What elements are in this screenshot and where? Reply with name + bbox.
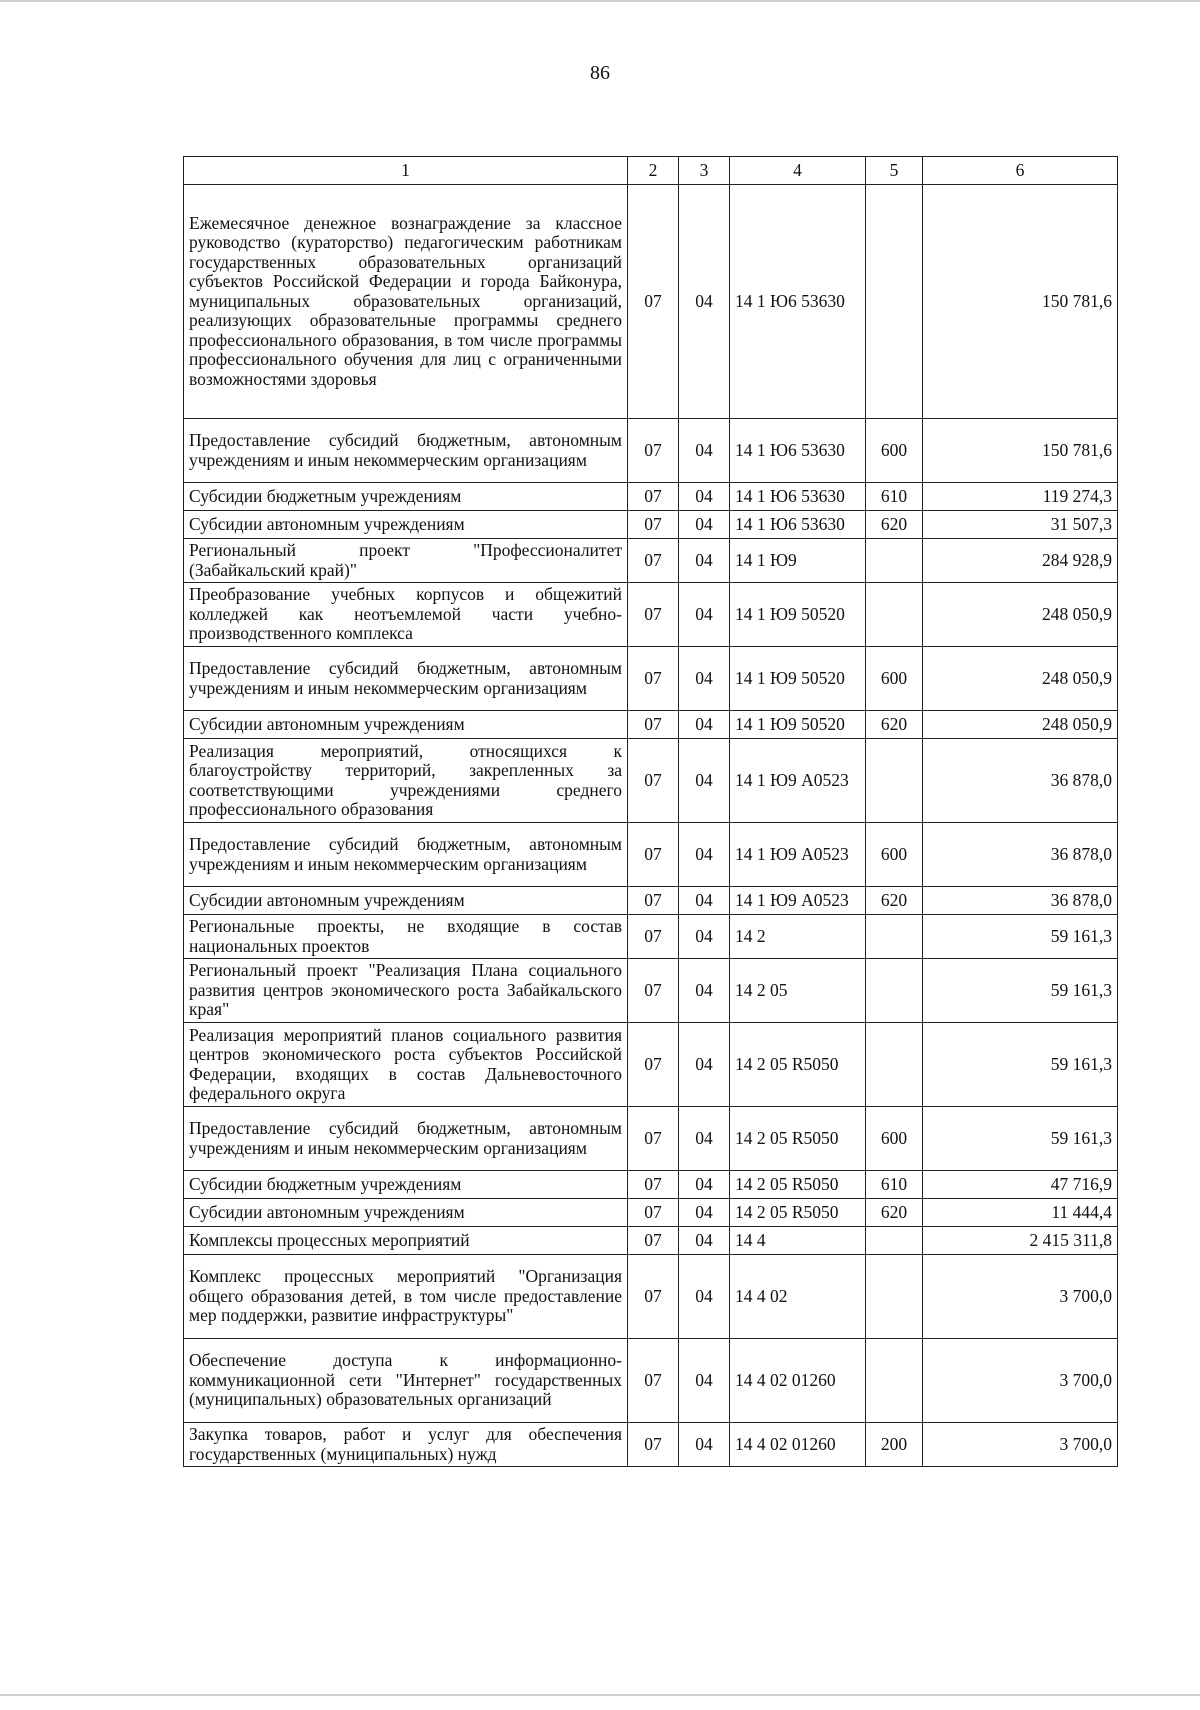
row-expense-type [866, 915, 923, 959]
row-subsection: 04 [679, 1339, 730, 1423]
table-row [184, 1171, 1118, 1199]
row-amount: 119 274,3 [923, 483, 1118, 511]
table-row [184, 539, 1118, 583]
row-name: Предоставление субсидий бюджетным, автономным учреждениям и иным некоммерческим организациям [184, 823, 628, 887]
row-expense-type: 620 [866, 1199, 923, 1227]
row-subsection: 04 [679, 539, 730, 583]
header-col-5: 5 [866, 157, 923, 185]
row-subsection: 04 [679, 1227, 730, 1255]
row-name: Субсидии бюджетным учреждениям [184, 1171, 628, 1199]
row-expense-type [866, 583, 923, 647]
row-section: 07 [628, 711, 679, 739]
row-name: Преобразование учебных корпусов и общежитий колледжей как неотъемлемой части учебно-производственного комплекса [184, 583, 628, 647]
row-amount: 248 050,9 [923, 711, 1118, 739]
row-subsection: 04 [679, 1255, 730, 1339]
row-expense-type: 620 [866, 887, 923, 915]
row-amount: 47 716,9 [923, 1171, 1118, 1199]
row-name: Региональный проект "Реализация Плана социального развития центров экономического роста Забайкальского края" [184, 959, 628, 1023]
row-name: Комплекс процессных мероприятий "Организация общего образования детей, в том числе предоставление мер поддержки, развитие инфраструктуры" [184, 1255, 628, 1339]
budget-table [183, 156, 1118, 1467]
row-name: Ежемесячное денежное вознаграждение за классное руководство (кураторство) педагогическим работникам государственных образовательных организаций субъектов Российской Федерации и города Байконура, муниципальных образовательных организаций, реализующих образовательные программы среднего профессионального образования, в том числе программы профессионального обучения для лиц с ограниченными возможностями здоровья [184, 185, 628, 419]
row-name: Предоставление субсидий бюджетным, автономным учреждениям и иным некоммерческим организациям [184, 647, 628, 711]
row-name: Комплексы процессных мероприятий [184, 1227, 628, 1255]
row-amount: 36 878,0 [923, 823, 1118, 887]
row-target-code: 14 4 02 01260 [730, 1339, 866, 1423]
row-amount: 11 444,4 [923, 1199, 1118, 1227]
row-expense-type: 620 [866, 711, 923, 739]
row-target-code: 14 1 Ю6 53630 [730, 185, 866, 419]
row-subsection: 04 [679, 915, 730, 959]
row-subsection: 04 [679, 1199, 730, 1227]
header-col-6: 6 [923, 157, 1118, 185]
table-row [184, 739, 1118, 823]
row-name: Субсидии автономным учреждениям [184, 711, 628, 739]
row-section: 07 [628, 1199, 679, 1227]
row-subsection: 04 [679, 419, 730, 483]
row-target-code: 14 2 [730, 915, 866, 959]
row-target-code: 14 2 05 R5050 [730, 1171, 866, 1199]
row-section: 07 [628, 823, 679, 887]
row-expense-type: 600 [866, 823, 923, 887]
table-row [184, 583, 1118, 647]
table-row [184, 1227, 1118, 1255]
row-expense-type: 610 [866, 483, 923, 511]
row-expense-type [866, 1227, 923, 1255]
row-target-code: 14 1 Ю9 А0523 [730, 739, 866, 823]
row-subsection: 04 [679, 823, 730, 887]
row-section: 07 [628, 539, 679, 583]
row-subsection: 04 [679, 959, 730, 1023]
row-amount: 3 700,0 [923, 1423, 1118, 1467]
row-target-code: 14 1 Ю6 53630 [730, 419, 866, 483]
row-section: 07 [628, 1423, 679, 1467]
row-expense-type [866, 1255, 923, 1339]
row-subsection: 04 [679, 1171, 730, 1199]
row-section: 07 [628, 1255, 679, 1339]
table-body [184, 185, 1118, 1467]
row-target-code: 14 2 05 R5050 [730, 1107, 866, 1171]
row-name: Субсидии бюджетным учреждениям [184, 483, 628, 511]
row-section: 07 [628, 1339, 679, 1423]
row-amount: 150 781,6 [923, 185, 1118, 419]
table-row [184, 711, 1118, 739]
row-subsection: 04 [679, 1107, 730, 1171]
row-subsection: 04 [679, 483, 730, 511]
row-name: Закупка товаров, работ и услуг для обеспечения государственных (муниципальных) нужд [184, 1423, 628, 1467]
row-expense-type [866, 185, 923, 419]
row-amount: 3 700,0 [923, 1255, 1118, 1339]
row-amount: 59 161,3 [923, 959, 1118, 1023]
table-row [184, 511, 1118, 539]
row-section: 07 [628, 583, 679, 647]
row-name: Региональный проект "Профессионалитет (Забайкальский край)" [184, 539, 628, 583]
row-subsection: 04 [679, 711, 730, 739]
row-target-code: 14 4 02 [730, 1255, 866, 1339]
table-row [184, 419, 1118, 483]
row-amount: 36 878,0 [923, 887, 1118, 915]
row-expense-type: 600 [866, 647, 923, 711]
row-section: 07 [628, 1107, 679, 1171]
row-amount: 31 507,3 [923, 511, 1118, 539]
page-number: 86 [590, 62, 610, 84]
row-target-code: 14 2 05 [730, 959, 866, 1023]
table-row [184, 959, 1118, 1023]
row-amount: 2 415 311,8 [923, 1227, 1118, 1255]
table-row [184, 1255, 1118, 1339]
row-expense-type [866, 1339, 923, 1423]
row-target-code: 14 4 02 01260 [730, 1423, 866, 1467]
row-expense-type: 600 [866, 1107, 923, 1171]
row-section: 07 [628, 915, 679, 959]
row-expense-type: 620 [866, 511, 923, 539]
row-name: Региональные проекты, не входящие в состав национальных проектов [184, 915, 628, 959]
table-row [184, 915, 1118, 959]
scan-edge-bottom [0, 1694, 1200, 1696]
row-section: 07 [628, 959, 679, 1023]
header-col-4: 4 [730, 157, 866, 185]
row-subsection: 04 [679, 1423, 730, 1467]
row-name: Субсидии автономным учреждениям [184, 887, 628, 915]
row-expense-type: 600 [866, 419, 923, 483]
row-expense-type [866, 959, 923, 1023]
row-subsection: 04 [679, 583, 730, 647]
row-target-code: 14 1 Ю6 53630 [730, 511, 866, 539]
row-name: Субсидии автономным учреждениям [184, 511, 628, 539]
row-section: 07 [628, 1171, 679, 1199]
row-subsection: 04 [679, 739, 730, 823]
row-section: 07 [628, 647, 679, 711]
row-expense-type: 610 [866, 1171, 923, 1199]
row-subsection: 04 [679, 511, 730, 539]
table-row [184, 1199, 1118, 1227]
row-expense-type: 200 [866, 1423, 923, 1467]
table-row [184, 1023, 1118, 1107]
row-target-code: 14 1 Ю9 50520 [730, 711, 866, 739]
row-subsection: 04 [679, 1023, 730, 1107]
row-section: 07 [628, 1023, 679, 1107]
table-row [184, 1423, 1118, 1467]
row-target-code: 14 1 Ю9 50520 [730, 647, 866, 711]
row-target-code: 14 1 Ю9 [730, 539, 866, 583]
row-section: 07 [628, 739, 679, 823]
row-target-code: 14 2 05 R5050 [730, 1199, 866, 1227]
row-target-code: 14 4 [730, 1227, 866, 1255]
row-subsection: 04 [679, 185, 730, 419]
table-row [184, 185, 1118, 419]
table-row [184, 887, 1118, 915]
row-target-code: 14 1 Ю6 53630 [730, 483, 866, 511]
header-col-3: 3 [679, 157, 730, 185]
row-expense-type [866, 739, 923, 823]
row-section: 07 [628, 419, 679, 483]
table-row [184, 1339, 1118, 1423]
row-amount: 248 050,9 [923, 647, 1118, 711]
row-subsection: 04 [679, 887, 730, 915]
row-amount: 59 161,3 [923, 1023, 1118, 1107]
row-section: 07 [628, 1227, 679, 1255]
row-target-code: 14 2 05 R5050 [730, 1023, 866, 1107]
row-name: Предоставление субсидий бюджетным, автономным учреждениям и иным некоммерческим организациям [184, 419, 628, 483]
row-section: 07 [628, 483, 679, 511]
row-target-code: 14 1 Ю9 А0523 [730, 887, 866, 915]
row-target-code: 14 1 Ю9 А0523 [730, 823, 866, 887]
table-row [184, 483, 1118, 511]
scan-edge-top [0, 0, 1200, 2]
row-name: Предоставление субсидий бюджетным, автономным учреждениям и иным некоммерческим организациям [184, 1107, 628, 1171]
row-name: Обеспечение доступа к информационно-коммуникационной сети "Интернет" государственных (муниципальных) образовательных организаций [184, 1339, 628, 1423]
row-expense-type [866, 539, 923, 583]
table-row [184, 647, 1118, 711]
row-amount: 150 781,6 [923, 419, 1118, 483]
header-col-2: 2 [628, 157, 679, 185]
row-amount: 248 050,9 [923, 583, 1118, 647]
table-header-row [184, 157, 1118, 185]
table-row [184, 823, 1118, 887]
row-amount: 3 700,0 [923, 1339, 1118, 1423]
row-name: Реализация мероприятий планов социального развития центров экономического роста субъектов Российской Федерации, входящих в состав Дальневосточного федерального округа [184, 1023, 628, 1107]
row-name: Субсидии автономным учреждениям [184, 1199, 628, 1227]
row-amount: 59 161,3 [923, 1107, 1118, 1171]
row-name: Реализация мероприятий, относящихся к благоустройству территорий, закрепленных за соответствующими учреждениями среднего профессионального образования [184, 739, 628, 823]
row-amount: 36 878,0 [923, 739, 1118, 823]
row-section: 07 [628, 185, 679, 419]
row-target-code: 14 1 Ю9 50520 [730, 583, 866, 647]
row-expense-type [866, 1023, 923, 1107]
row-amount: 59 161,3 [923, 915, 1118, 959]
row-section: 07 [628, 887, 679, 915]
row-subsection: 04 [679, 647, 730, 711]
table-row [184, 1107, 1118, 1171]
header-col-1: 1 [184, 157, 628, 185]
row-amount: 284 928,9 [923, 539, 1118, 583]
row-section: 07 [628, 511, 679, 539]
